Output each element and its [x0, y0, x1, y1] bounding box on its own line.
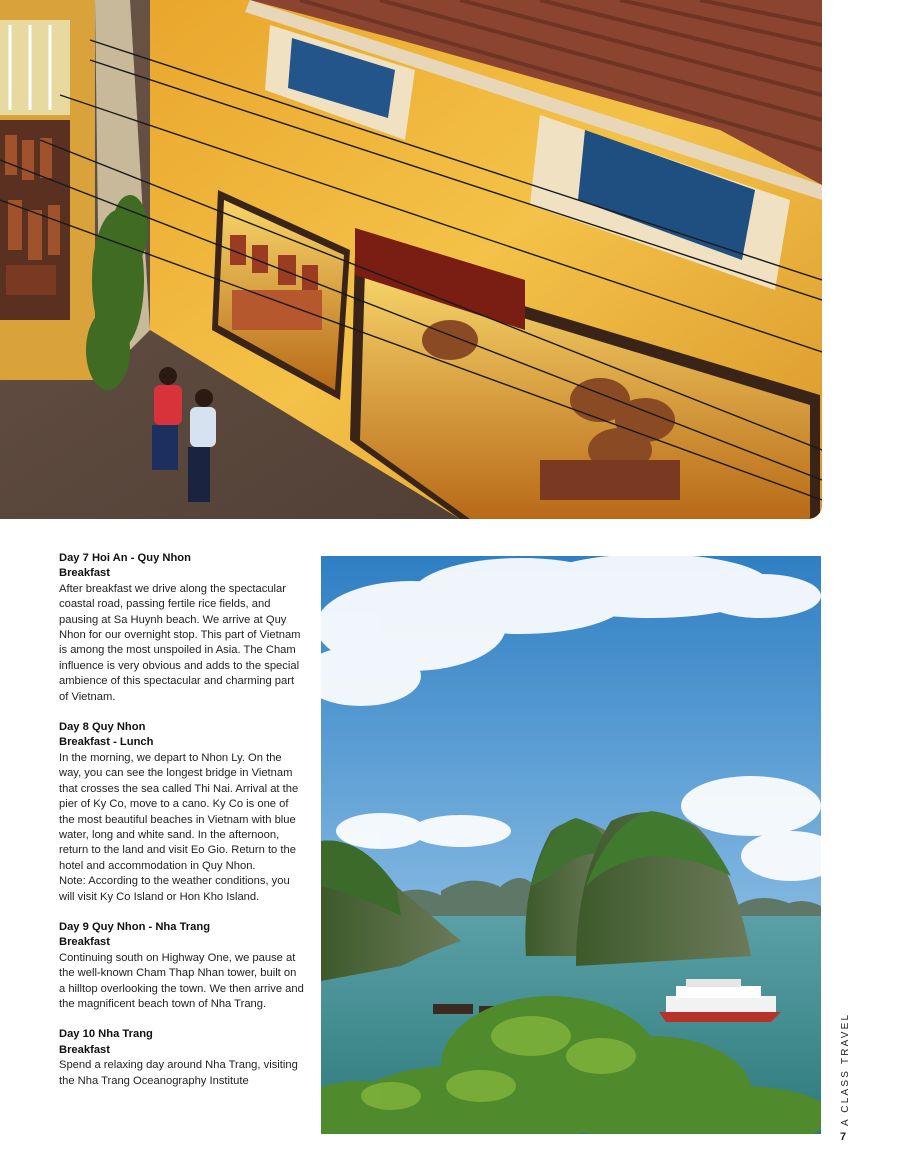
bay-landscape-photo	[321, 556, 821, 1134]
day-description: In the morning, we depart to Nhon Ly. On the way, you can see the longest bridge in Vietnam that crosses the sea called Thi Nai. Arrival at the pier of Ky Co, move to a cano. Ky Co is one of the most beautiful beaches in Vietnam with blue water, long and white sand. In the afternoon, return to the land and visit Eo Gio. Return to the hotel and accommodation in Quy Nhon.	[59, 751, 299, 872]
bay-illustration	[321, 556, 821, 1134]
day-title: Day 8 Quy Nhon	[59, 721, 146, 734]
day-meals: Breakfast	[59, 936, 110, 949]
street-shop-illustration	[0, 0, 822, 519]
day-8-section	[59, 720, 305, 905]
street-shop-photo	[0, 0, 822, 519]
day-description: Spend a relaxing day around Nha Trang, visiting the Nha Trang Oceanography Institute	[59, 1059, 298, 1087]
day-note: Note: According to the weather conditions, you will visit Ky Co Island or Hon Kho Island.	[59, 875, 290, 903]
day-description: Continuing south on Highway One, we pause at the well-known Cham Thap Nhan tower, built on a hilltop overlooking the town. We then arrive and the magnificent beach town of Nha Trang.	[59, 951, 304, 1010]
brand-name: A CLASS TRAVEL	[840, 1012, 851, 1126]
day-meals: Breakfast	[59, 1043, 110, 1056]
day-meals: Breakfast	[59, 567, 110, 580]
day-description: After breakfast we drive along the spectacular coastal road, passing fertile rice fields, and pausing at Sa Huynh beach. We arrive at Quy Nhon for our overnight stop. This part of Vietnam is among the most unspoiled in Asia. The Cham influence is very obvious and adds to the special ambience of this spectacular and charming part of Vietnam.	[59, 582, 301, 703]
day-10-section	[59, 1027, 305, 1089]
day-title: Day 10 Nha Trang	[59, 1028, 153, 1041]
page-number: 7	[840, 1131, 847, 1143]
day-title: Day 9 Quy Nhon - Nha Trang	[59, 920, 211, 933]
day-9-section	[59, 920, 305, 1012]
day-meals: Breakfast - Lunch	[59, 736, 154, 749]
itinerary-column	[59, 551, 305, 1104]
day-title: Day 7 Hoi An - Quy Nhon	[59, 552, 191, 564]
day-7-section	[59, 551, 305, 705]
